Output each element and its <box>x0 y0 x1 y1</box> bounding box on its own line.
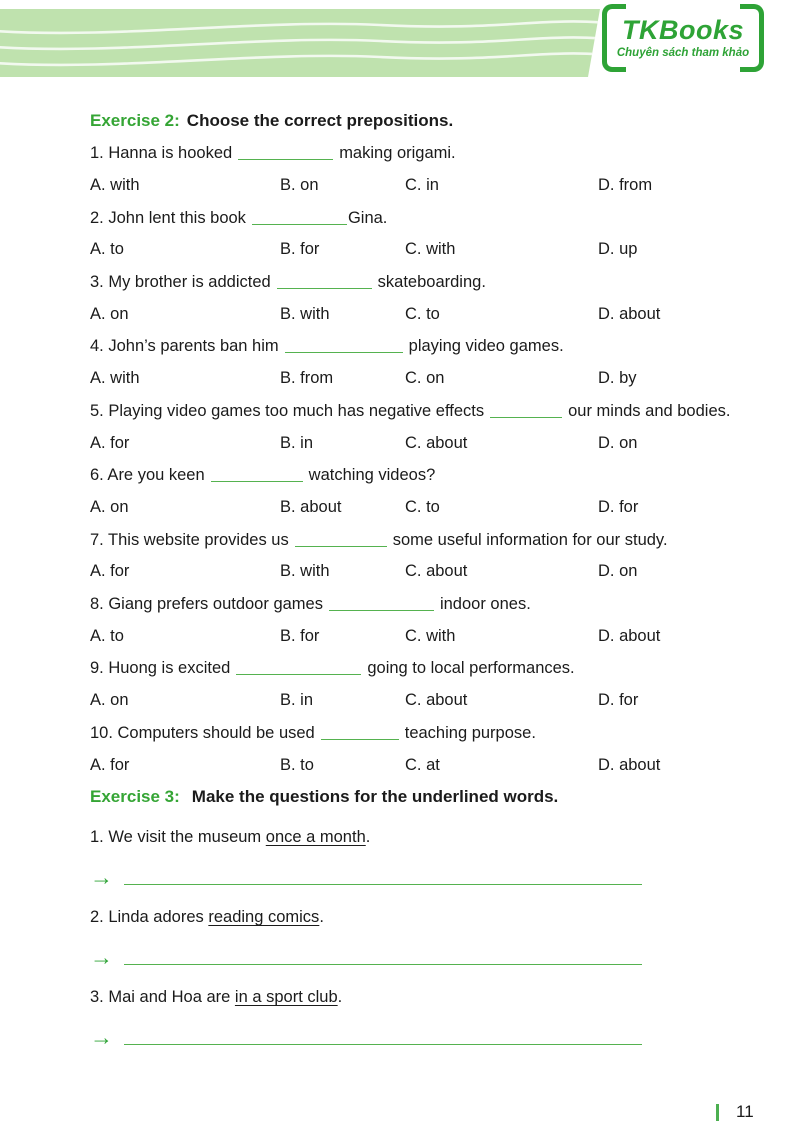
option-b: B. in <box>280 691 314 710</box>
answer-row-2 <box>90 937 738 977</box>
logo-brand-text: TKBooks <box>621 15 744 45</box>
exercise2-label: Exercise 2: <box>90 111 180 130</box>
question-10 <box>90 717 738 749</box>
answer-row-1 <box>90 857 738 897</box>
option-a: A. on <box>90 691 129 710</box>
option-a: A. on <box>90 304 129 323</box>
option-a: A. to <box>90 626 124 645</box>
option-d: D. about <box>598 304 661 323</box>
arrow-icon: → <box>90 1023 113 1050</box>
question-text: watching videos? <box>308 466 436 485</box>
sentence-text: . <box>319 908 324 927</box>
question-text: 9. Huong is excited <box>90 659 231 678</box>
underlined-phrase: once a month <box>265 828 366 847</box>
question-6 <box>90 459 738 491</box>
question-text: Gina. <box>347 208 388 227</box>
option-c: C. in <box>405 176 439 194</box>
blank-line <box>285 340 403 353</box>
question-text: teaching purpose. <box>404 723 536 742</box>
question-text: some useful information for our study. <box>392 530 668 549</box>
option-d: D. on <box>598 562 638 581</box>
question-text: 4. John’s parents ban him <box>90 337 279 356</box>
blank-line <box>252 212 347 225</box>
option-c: C. to <box>405 304 440 323</box>
options-row-3 <box>90 298 738 330</box>
question-text: playing video games. <box>408 337 564 356</box>
option-a: A. for <box>90 433 130 452</box>
question-text: 6. Are you keen <box>90 466 205 485</box>
question-text: our minds and bodies. <box>568 401 731 420</box>
logo-bracket-left-icon <box>602 4 626 72</box>
option-c: C. with <box>405 626 456 645</box>
option-d: D. up <box>598 240 638 259</box>
ex3-item-3 <box>90 977 738 1017</box>
options-row-2 <box>90 234 738 266</box>
option-c: C. about <box>405 433 468 452</box>
blank-line <box>238 147 333 160</box>
sentence-text: 3. Mai and Hoa are <box>90 988 235 1007</box>
options-row-7 <box>90 556 738 588</box>
question-3 <box>90 266 738 298</box>
option-b: B. to <box>280 755 314 774</box>
option-c: C. with <box>405 240 456 259</box>
banner-waves-decoration <box>0 9 600 77</box>
question-4 <box>90 330 738 362</box>
option-a: A. for <box>90 562 130 581</box>
page-content <box>0 77 800 1057</box>
option-c: C. about <box>405 691 468 710</box>
options-row-9 <box>90 685 738 717</box>
blank-line <box>211 469 303 482</box>
answer-blank-line <box>124 950 642 965</box>
sentence-text: 1. We visit the museum <box>90 828 266 847</box>
options-row-5 <box>90 427 738 459</box>
question-text: 5. Playing video games too much has negative effects <box>90 401 485 420</box>
sentence-text: 2. Linda adores <box>90 908 209 927</box>
sentence-text: . <box>337 988 343 1007</box>
option-b: B. with <box>280 304 330 323</box>
blank-line <box>295 534 387 547</box>
option-a: A. with <box>90 369 140 388</box>
logo-bracket-right-icon <box>740 4 764 72</box>
footer-divider <box>716 1104 719 1121</box>
question-text: 8. Giang prefers outdoor games <box>90 594 323 613</box>
option-a: A. with <box>90 176 140 194</box>
exercise3-heading <box>90 781 738 817</box>
question-text: indoor ones. <box>439 594 531 613</box>
option-d: D. about <box>598 626 661 645</box>
arrow-icon: → <box>90 863 113 890</box>
underlined-phrase: reading comics <box>208 908 320 927</box>
question-text: skateboarding. <box>377 272 486 291</box>
question-1 <box>90 137 738 169</box>
options-row-10 <box>90 749 738 781</box>
options-row-4 <box>90 363 738 395</box>
option-c: C. at <box>405 755 440 774</box>
question-8 <box>90 588 738 620</box>
option-b: B. with <box>280 562 330 581</box>
ex3-item-2 <box>90 897 738 937</box>
options-row-6 <box>90 491 738 523</box>
blank-line <box>321 727 399 740</box>
publisher-logo <box>602 4 764 72</box>
exercise2-title: Choose the correct prepositions. <box>186 111 454 130</box>
page-number: 11 <box>736 1102 754 1121</box>
blank-line <box>490 405 562 418</box>
question-text: 1. Hanna is hooked <box>90 144 233 163</box>
option-d: D. by <box>598 369 637 388</box>
question-text: 2. John lent this book <box>90 208 246 227</box>
option-d: D. about <box>598 755 661 774</box>
logo-tagline: Chuyên sách tham khảo <box>616 47 750 59</box>
answer-blank-line <box>124 1030 642 1045</box>
question-2 <box>90 202 738 234</box>
option-a: A. to <box>90 240 124 259</box>
option-a: A. on <box>90 497 129 516</box>
option-a: A. for <box>90 755 130 774</box>
blank-line <box>329 598 434 611</box>
option-d: D. from <box>598 176 653 194</box>
answer-blank-line <box>124 870 642 885</box>
question-text: going to local performances. <box>367 659 575 678</box>
answer-row-3 <box>90 1017 738 1057</box>
question-5 <box>90 395 738 427</box>
exercise2-heading <box>90 105 738 137</box>
option-d: D. on <box>598 433 638 452</box>
option-b: B. in <box>280 433 314 452</box>
blank-line <box>236 662 361 675</box>
option-d: D. for <box>598 497 639 516</box>
option-b: B. for <box>280 240 320 259</box>
question-text: 7. This website provides us <box>90 530 289 549</box>
options-row-1 <box>90 169 738 201</box>
question-text: 10. Computers should be used <box>90 723 315 742</box>
option-b: B. on <box>280 176 319 194</box>
arrow-icon: → <box>90 943 113 970</box>
option-b: B. from <box>280 369 334 388</box>
option-b: B. for <box>280 626 320 645</box>
question-7 <box>90 524 738 556</box>
option-c: C. on <box>405 369 445 388</box>
options-row-8 <box>90 620 738 652</box>
ex3-item-1 <box>90 817 738 857</box>
question-text: 3. My brother is addicted <box>90 272 271 291</box>
option-b: B. about <box>280 497 342 516</box>
option-c: C. to <box>405 497 440 516</box>
page-footer <box>716 1102 754 1122</box>
exercise3-title: Make the questions for the underlined words. <box>191 787 559 807</box>
option-c: C. about <box>405 562 468 581</box>
underlined-phrase: in a sport club <box>234 988 338 1007</box>
option-d: D. for <box>598 691 639 710</box>
header-banner <box>0 9 600 77</box>
exercise3-label: Exercise 3: <box>90 787 180 807</box>
blank-line <box>277 276 372 289</box>
question-9 <box>90 652 738 684</box>
sentence-text: . <box>365 828 371 847</box>
question-text: making origami. <box>339 144 456 163</box>
